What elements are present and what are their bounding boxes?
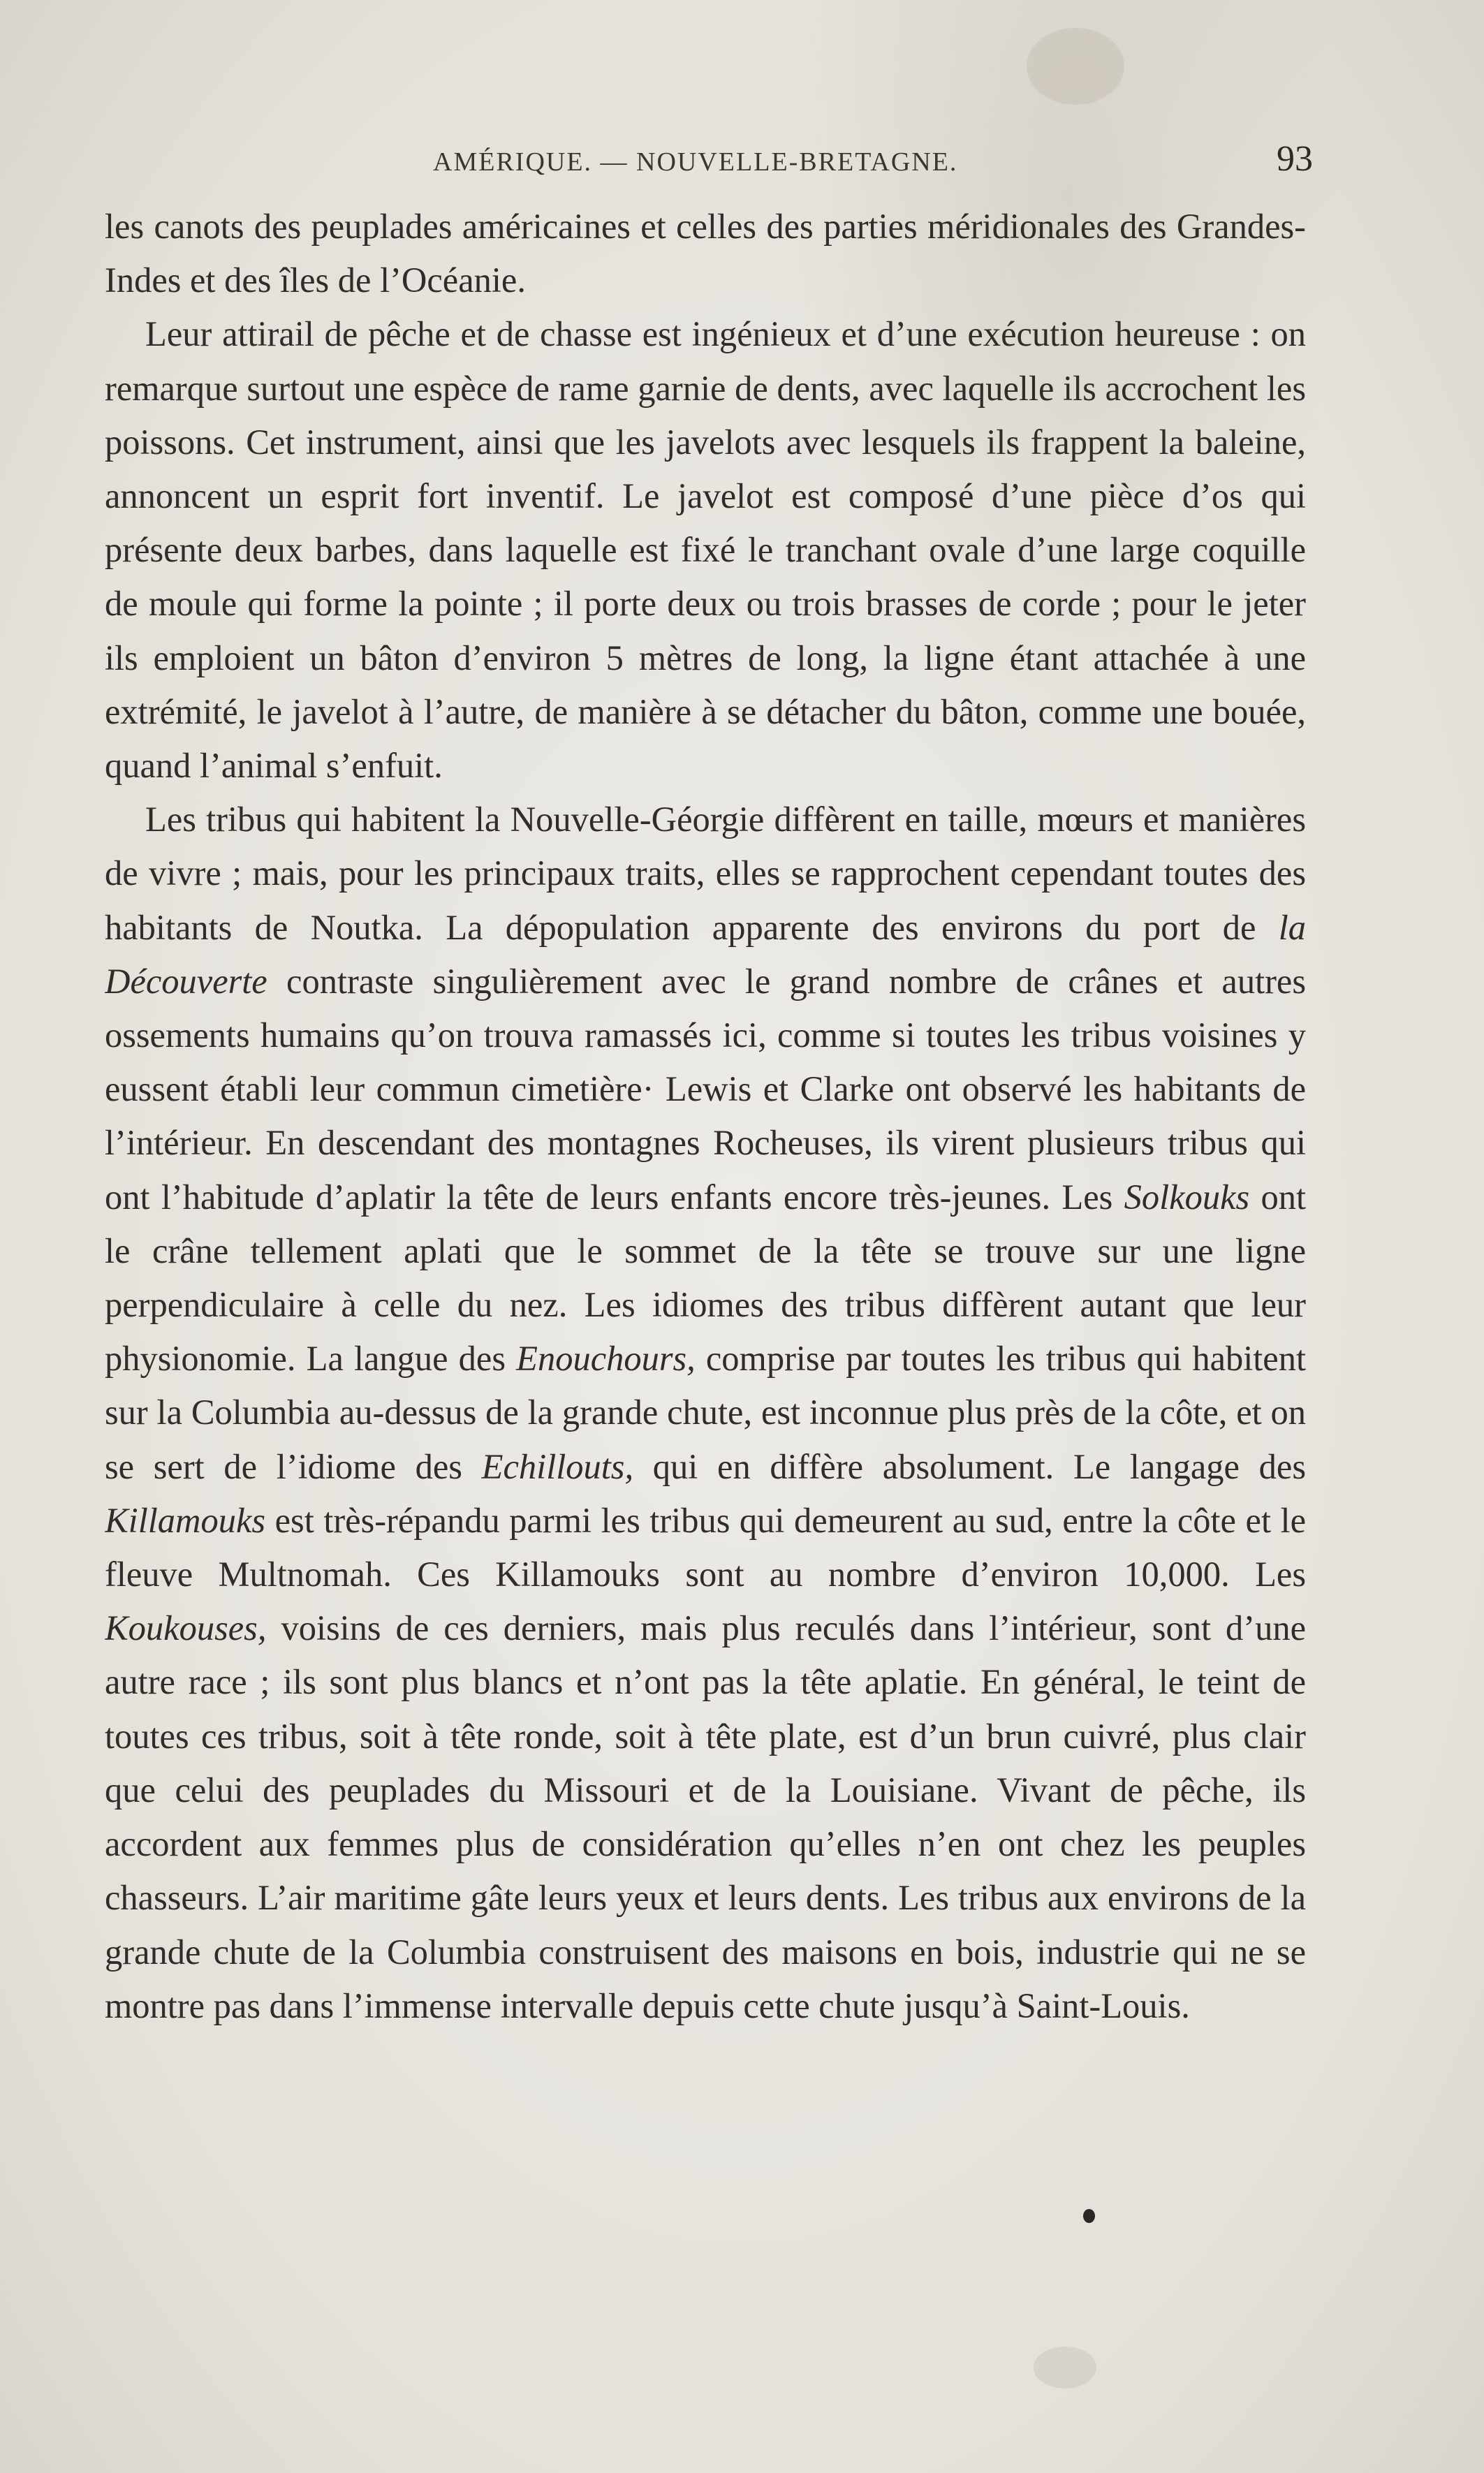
paragraph-tribes [105,793,1306,2033]
italic-place-name: la Découverte [105,907,1306,1001]
page-number: 93 [1277,139,1313,179]
italic-tribe-name: Echillouts, [481,1446,634,1486]
paragraph-text: voisins de ces derniers, mais plus reculés dans l’intérieur, sont d’une autre race ; ils sont plus blancs et n’ont pas la tête aplatie. En général, le teint de toutes ces tribus, soit à tête ronde, soit à tête plate, est d’un brun cuivré, plus clair que celui des peuplades du Missouri et de la Louisiane. Vivant de pêche, ils accordent aux femmes plus de considération qu’elles n’en ont chez les peuples chasseurs. L’air maritime gâte leurs yeux et leurs dents. Les tribus aux environs de la grande chute de la Columbia construisent des maisons en bois, industrie qui ne se montre pas dans l’immense intervalle depuis cette chute jusqu’à Saint-Louis. [105,1608,1306,2025]
page-header [105,138,1313,187]
end-ornament-dot [1083,2209,1095,2223]
italic-tribe-name: Koukouses, [105,1608,267,1648]
italic-tribe-name: Solkouks [1124,1177,1250,1217]
paragraph-text: contraste singulièrement avec le grand nombre de crânes et autres ossements humains qu’on trouva ramassés ici, comme si toutes les tribus voisines y eussent établi leur commun cimetière· Lewis et Clarke ont observé les habitants de l’intérieur. En descendant des montagnes Rocheuses, ils virent plusieurs tribus qui ont l’habitude d’aplatir la tête de leurs enfants encore très-jeunes. Les [105,961,1306,1217]
italic-tribe-name: Enouchours, [516,1339,696,1379]
running-title: AMÉRIQUE. — NOUVELLE-BRETAGNE. [433,147,958,177]
paper-stain [1027,28,1124,105]
paragraph-text: ont le crâne tellement aplati que le sommet de la tête se trouve sur une ligne perpendiculaire à celle du nez. Les idiomes des tribus diffèrent autant que leur physionomie. La langue des [105,1177,1306,1379]
paragraph-text: Leur attirail de pêche et de chasse est ingénieux et d’une exécution heureuse : on remarque surtout une espèce de rame garnie de dents, avec laquelle ils accrochent les poissons. Cet instrument, ainsi que les javelots avec lesquels ils frappent la baleine, annoncent un esprit fort inventif. Le javelot est composé d’une pièce d’os qui présente deux barbes, dans laquelle est fixé le tranchant ovale d’une large coquille de moule qui forme la pointe ; il porte deux ou trois brasses de corde ; pour le jeter ils emploient un bâton d’environ 5 mètres de long, la ligne étant attachée à une extrémité, le javelot à l’autre, de manière à se détacher du bâton, comme une bouée, quand l’animal s’enfuit. [105,314,1306,786]
paper-stain [1034,2347,1096,2388]
paragraph-continued [105,200,1306,307]
paragraph-text: qui en diffère absolument. Le langage des [633,1446,1306,1486]
paragraph-text: les canots des peuplades américaines et celles des parties méridionales des Grandes-Indes et des îles de l’Océanie. [105,207,1306,300]
body-text [105,200,1306,2260]
italic-tribe-name: Killamouks [105,1500,266,1540]
paragraph-text: Les tribus qui habitent la Nouvelle-Géorgie diffèrent en taille, mœurs et manières de vivre ; mais, pour les principaux traits, elles se rapprochent cependant toutes des habitants de Noutka. La dépopulation apparente des environs du port de [105,800,1306,947]
paragraph-text: comprise par toutes les tribus qui habitent sur la Columbia au-dessus de la grande chute, est inconnue plus près de la côte, et on se sert de l’idiome des [105,1339,1306,1486]
paragraph-fishing-gear [105,307,1306,793]
paragraph-text: est très-répandu parmi les tribus qui demeurent au sud, entre la côte et le fleuve Multnomah. Ces Killamouks sont au nombre d’environ 10,000. Les [105,1500,1306,1594]
